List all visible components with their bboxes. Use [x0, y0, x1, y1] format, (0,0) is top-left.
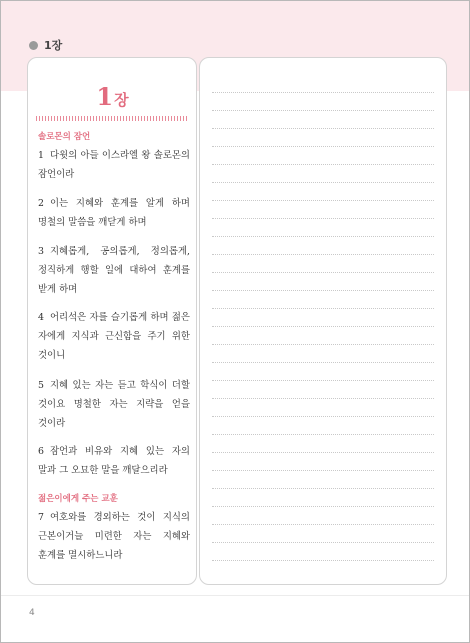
writing-line — [212, 200, 434, 201]
verse-text: 지혜 있는 자는 듣고 학식이 더할 것이요 명철한 자는 지략을 얻을 것이라 — [38, 380, 190, 429]
verse-text: 이는 지혜와 훈계를 알게 하며 명철의 말씀을 깨닫게 하며 — [38, 198, 190, 228]
verse-number: 6 — [38, 446, 44, 457]
writing-line — [212, 470, 434, 471]
writing-line — [212, 290, 434, 291]
scripture-panel — [27, 57, 197, 585]
writing-line — [212, 254, 434, 255]
writing-line — [212, 434, 434, 435]
writing-line — [212, 272, 434, 273]
writing-line — [212, 164, 434, 165]
writing-line — [212, 92, 434, 93]
section-heading: 솔로몬의 잠언 — [38, 132, 91, 142]
section-heading: 젊은이에게 주는 교훈 — [38, 494, 118, 504]
verse-text: 지혜롭게, 공의롭게, 정의롭게, 정직하게 행할 일에 대하여 훈계를 받게 하며 — [38, 246, 190, 295]
verse-text: 어리석은 자를 슬기롭게 하며 젊은 자에게 지식과 근신함을 주기 위한 것이니 — [38, 312, 190, 361]
verse — [38, 308, 190, 365]
verse-number: 7 — [38, 512, 44, 523]
chapter-title — [28, 82, 198, 111]
bullet-dot-icon — [29, 41, 38, 50]
writing-panel[interactable] — [199, 57, 447, 585]
writing-line — [212, 524, 434, 525]
verse — [38, 508, 190, 565]
chapter-header — [29, 37, 62, 53]
writing-line — [212, 542, 434, 543]
verse-number: 2 — [38, 198, 44, 209]
writing-line — [212, 416, 434, 417]
writing-line — [212, 236, 434, 237]
verse-number: 5 — [38, 380, 44, 391]
writing-line — [212, 380, 434, 381]
writing-line — [212, 488, 434, 489]
footer-divider — [1, 595, 469, 596]
verse — [38, 442, 190, 480]
verse-number: 3 — [38, 246, 44, 257]
writing-line — [212, 326, 434, 327]
title-divider — [36, 116, 188, 121]
chapter-header-label: 1장 — [44, 39, 63, 52]
verse-text: 잠언과 비유와 지혜 있는 자의 말과 그 오묘한 말을 깨달으리라 — [38, 446, 190, 476]
chapter-title-suffix: 장 — [114, 91, 130, 109]
writing-line — [212, 146, 434, 147]
verse-text: 여호와를 경외하는 것이 지식의 근본이거늘 미련한 자는 지혜와 훈계를 멸시하느니라 — [38, 512, 190, 561]
verse-number: 4 — [38, 312, 44, 323]
writing-line — [212, 506, 434, 507]
page-number: 4 — [29, 608, 35, 618]
writing-line — [212, 308, 434, 309]
verse — [38, 146, 190, 184]
writing-line — [212, 362, 434, 363]
writing-line — [212, 128, 434, 129]
verse — [38, 194, 190, 232]
writing-line — [212, 182, 434, 183]
writing-line — [212, 398, 434, 399]
verse — [38, 242, 190, 299]
writing-line — [212, 110, 434, 111]
writing-line — [212, 218, 434, 219]
writing-line — [212, 560, 434, 561]
chapter-title-number: 1 — [96, 82, 115, 111]
verse-number: 1 — [38, 150, 44, 161]
verse — [38, 376, 190, 433]
writing-line — [212, 452, 434, 453]
verse-text: 다윗의 아들 이스라엘 왕 솔로몬의 잠언이라 — [38, 150, 190, 180]
writing-line — [212, 344, 434, 345]
